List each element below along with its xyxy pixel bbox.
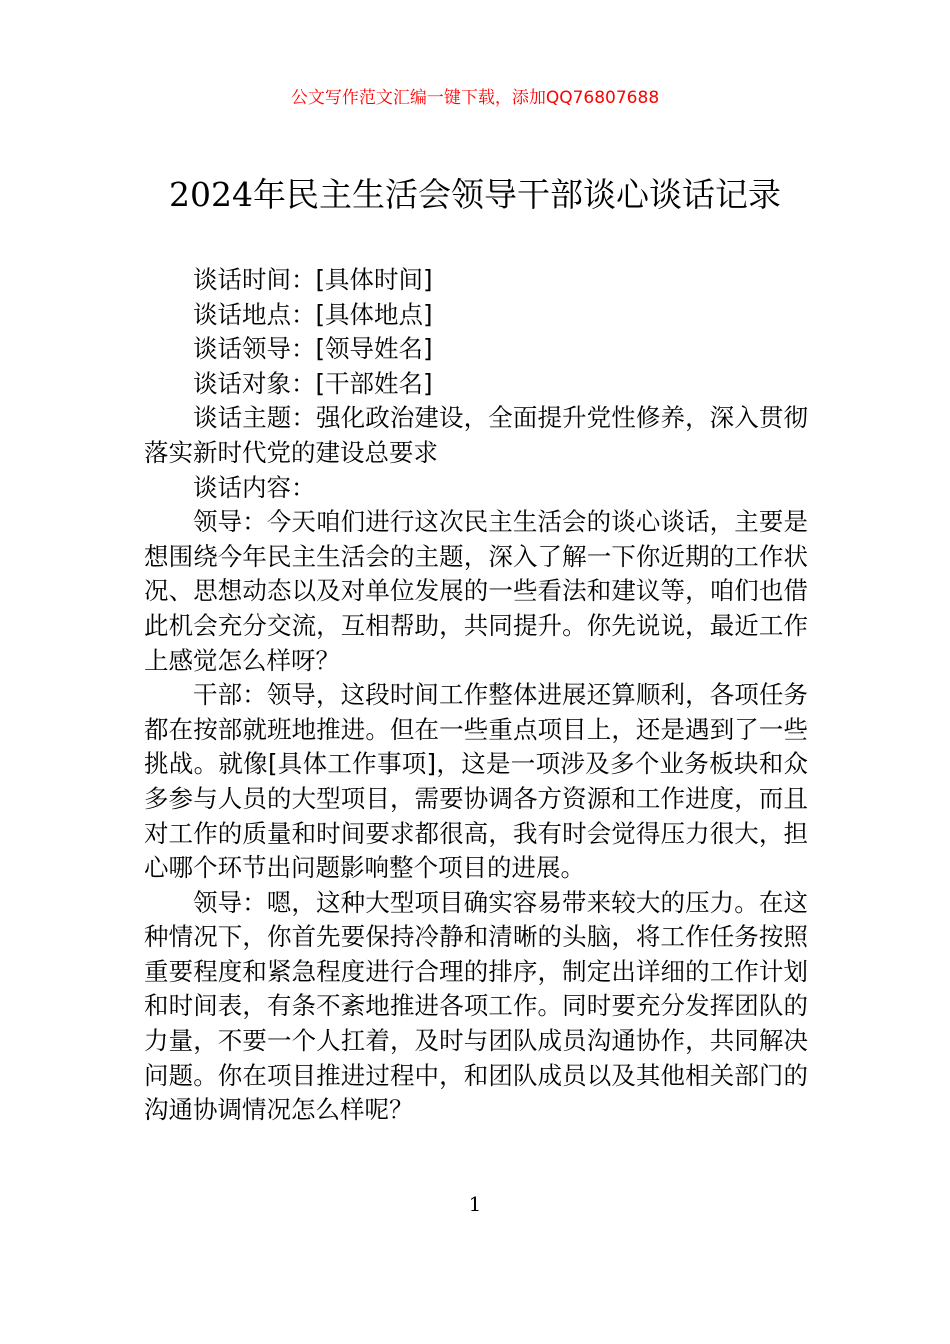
field-content-label: 谈话内容：: [193, 472, 316, 502]
document-body: [144, 263, 808, 1128]
field-time: 谈话时间：[具体时间]: [193, 265, 433, 294]
field-leader: 谈话领导：[领导姓名]: [193, 334, 433, 364]
field-location: 谈话地点：[具体地点]: [193, 299, 433, 329]
dialogue-paragraph: 干部：领导，这段时间工作整体进展还算顺利，各项任务都在按部就班地推进。但在一些重点项目上，还是遇到了一些挑战。就像[具体工作事项]，这是一项涉及多个业务板块和众多参与人员的大型项目，需要协调各方资源和工作进度，而且对工作的质量和时间要求都很高，我有时会觉得压力很大，担心哪个环节出问题影响整个项目的进展。: [144, 680, 808, 883]
dialogue-paragraph: 领导：嗯，这种大型项目确实容易带来较大的压力。在这种情况下，你首先要保持冷静和清晰的头脑，将工作任务按照重要程度和紧急程度进行合理的排序，制定出详细的工作计划和时间表，有条不紊地推进各项工作。同时要充分发挥团队的力量，不要一个人扛着，及时与团队成员沟通协作，共同解决问题。你在项目推进过程中，和团队成员以及其他相关部门的沟通协调情况怎么样呢？: [144, 887, 808, 1125]
field-topic: 谈话主题：强化政治建设，全面提升党性修养，深入贯彻落实新时代党的建设总要求: [144, 403, 808, 467]
dialogue-paragraph: 领导：今天咱们进行这次民主生活会的谈心谈话，主要是想围绕今年民主生活会的主题，深入了解一下你近期的工作状况、思想动态以及对单位发展的一些看法和建议等，咱们也借此机会充分交流，互相帮助，共同提升。你先说说，最近工作上感觉怎么样呀？: [144, 507, 808, 675]
field-subject: 谈话对象：[干部姓名]: [193, 368, 433, 398]
page-number: 1: [468, 1192, 482, 1216]
header-advertisement: 公文写作范文汇编一键下载，添加QQ76807688: [290, 88, 660, 108]
document-title: 2024年民主生活会领导干部谈心谈话记录: [169, 175, 781, 214]
